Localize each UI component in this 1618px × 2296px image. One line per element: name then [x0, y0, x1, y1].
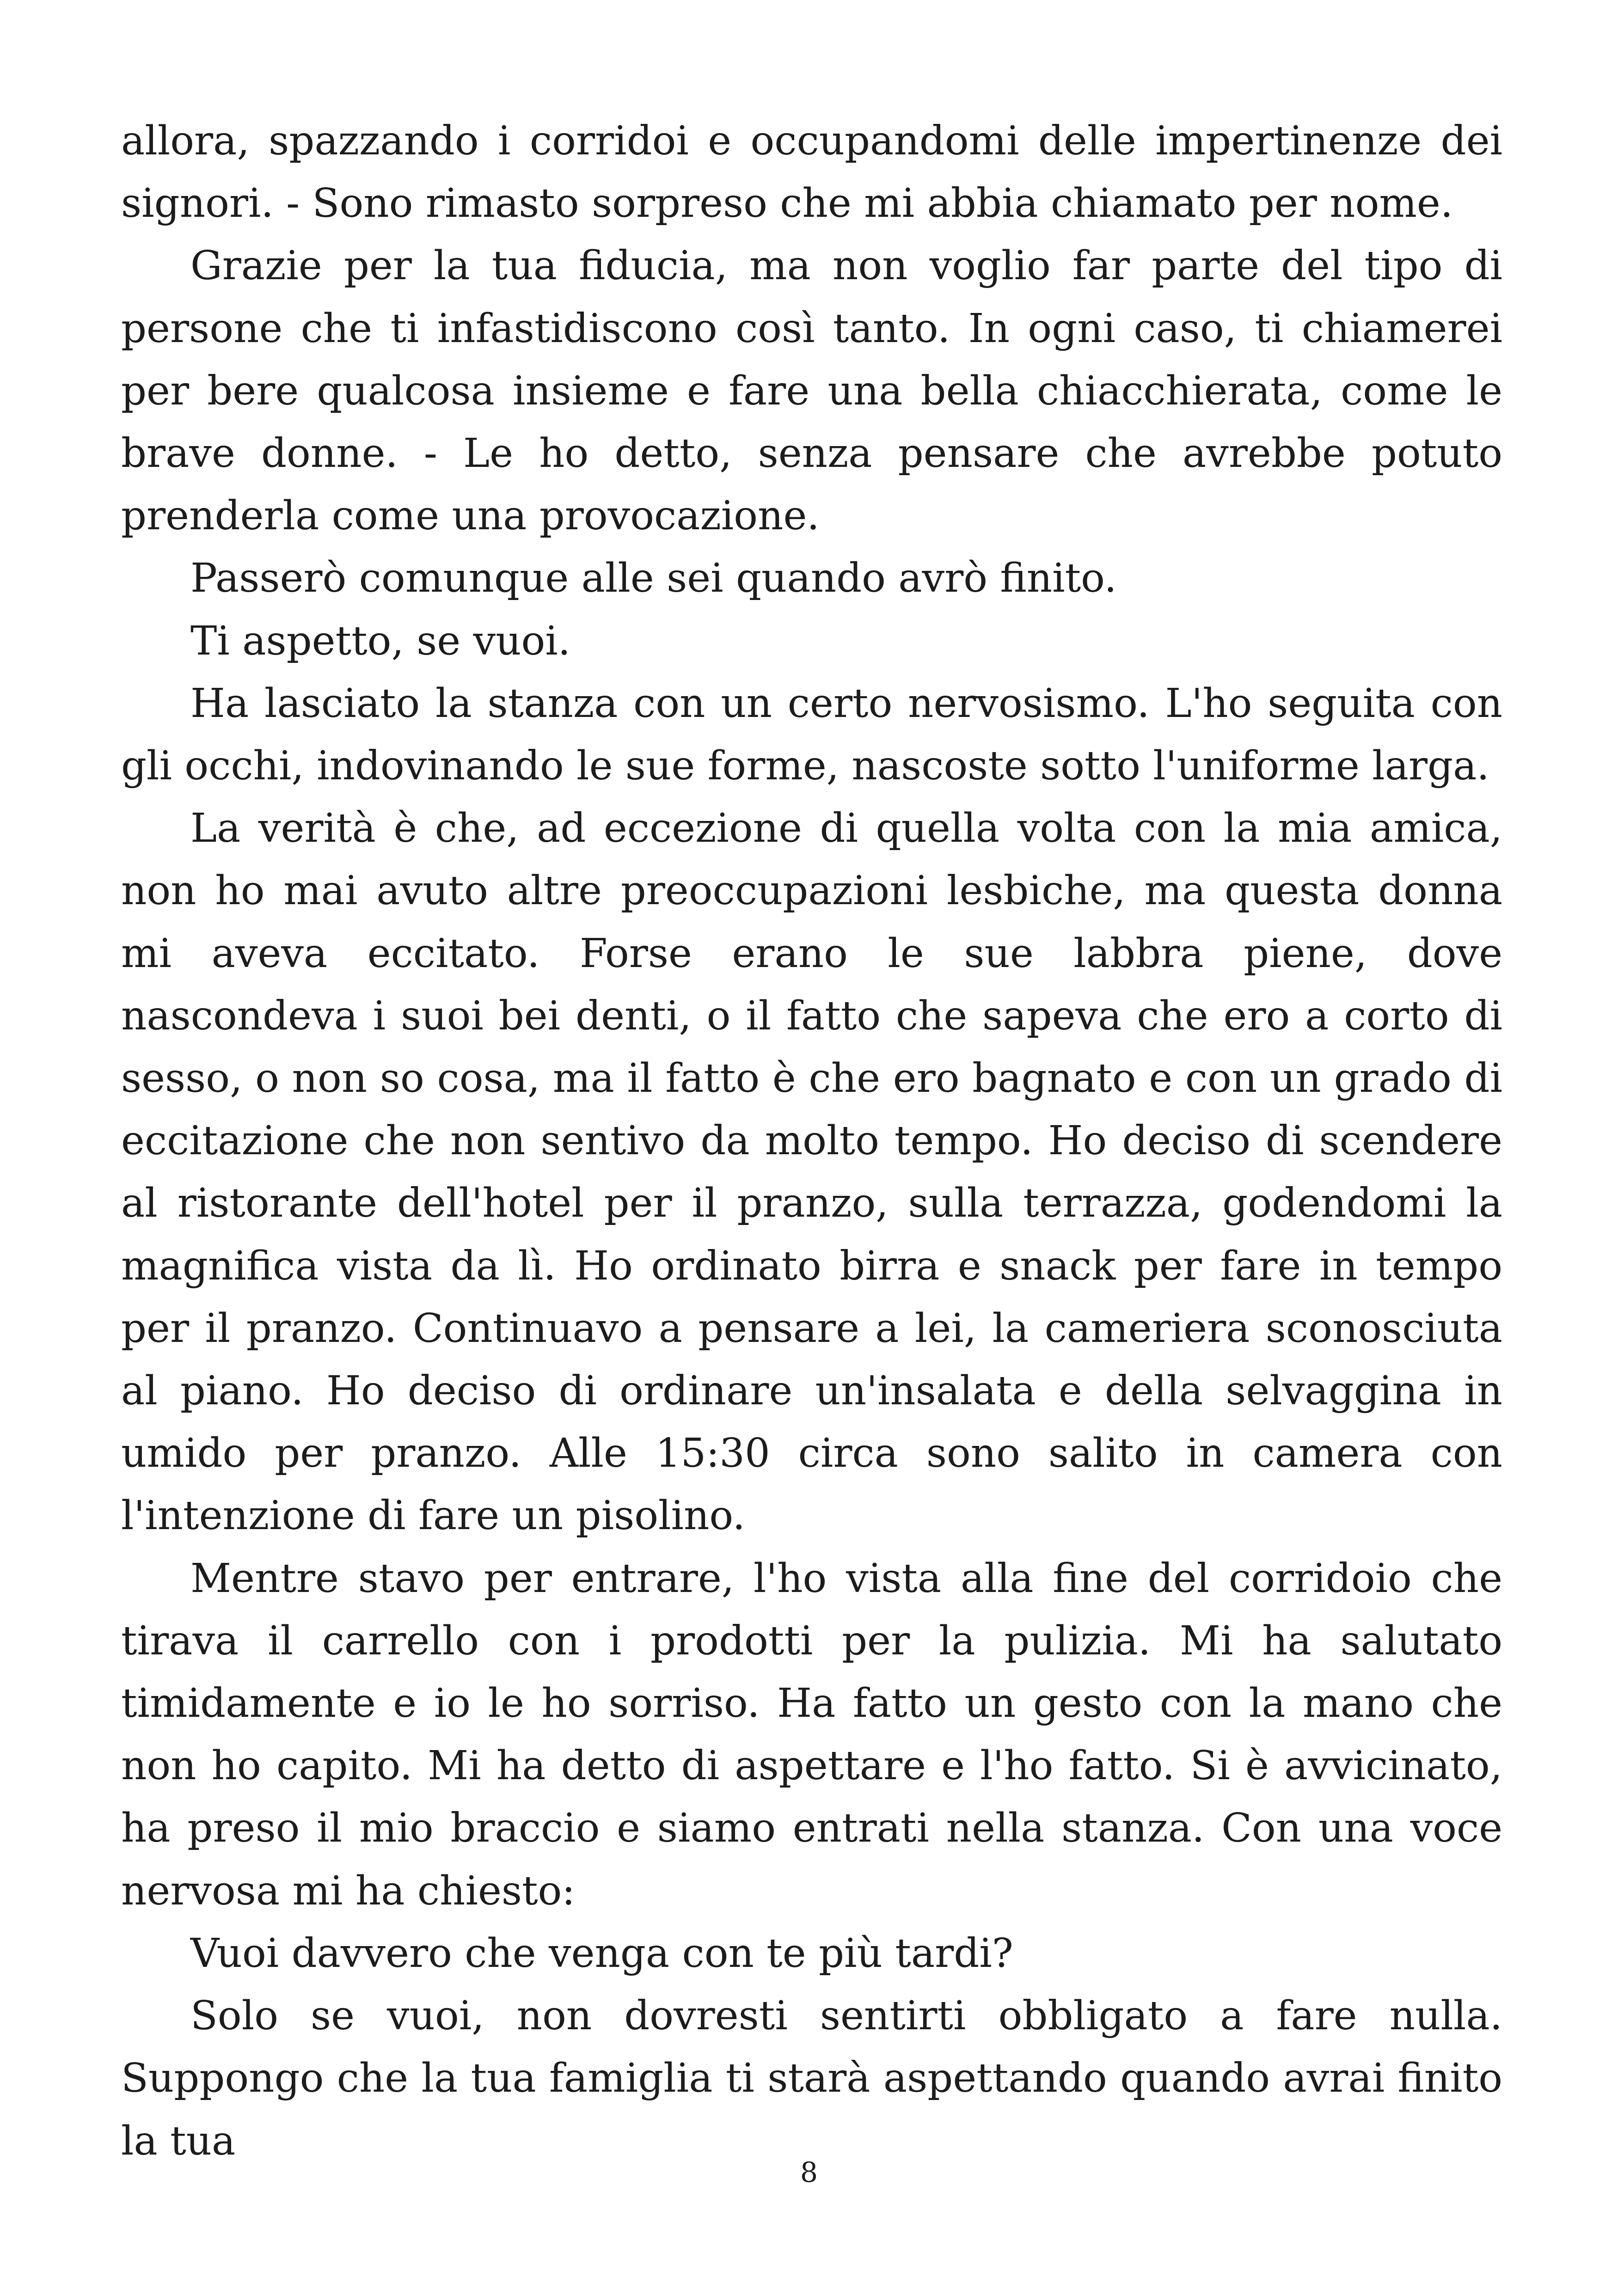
page-number: 8 — [800, 2156, 818, 2189]
paragraph: Ti aspetto, se vuoi. — [190, 618, 571, 664]
paragraph-continuation: allora, spazzando i corridoi e occupandomi delle impertinenze dei signori. - Sono rimasto sorpreso che mi abbia chiamato per nome. — [121, 118, 1502, 227]
paragraph: Grazie per la tua fiducia, ma non voglio far parte del tipo di persone che ti infastidiscono così tanto. In ogni caso, ti chiamerei per bere qualcosa insieme e fare una bella chiacchierata, come le brave donne. - Le ho detto, senza pensare che avrebbe potuto prenderla come una provocazione. — [121, 243, 1502, 539]
paragraph: La verità è che, ad eccezione di quella volta con la mia amica, non ho mai avuto altre preoccupazioni lesbiche, ma questa donna mi aveva eccitato. Forse erano le sue labbra piene, dove nascondeva i suoi bei denti, o il fatto che sapeva che ero a corto di sesso, o non so cosa, ma il fatto è che ero bagnato e con un grado di eccitazione che non sentivo da molto tempo. Ho deciso di scendere al ristorante dell'hotel per il pranzo, sulla terrazza, godendomi la magnifica vista da lì. Ho ordinato birra e snack per fare in tempo per il pranzo. Continuavo a pensare a lei, la cameriera sconosciuta al piano. Ho deciso di ordinare un'insalata e della selvaggina in umido per pranzo. Alle 15:30 circa sono salito in camera con l'intenzione di fare un pisolino. — [121, 805, 1502, 1539]
paragraph: Vuoi davvero che venga con te più tardi? — [190, 1930, 1013, 1977]
paragraph: Solo se vuoi, non dovresti sentirti obbligato a fare nulla. Suppongo che la tua famiglia ti starà aspettando quando avrai finito la tua — [121, 1993, 1502, 2164]
page-body — [121, 110, 1502, 2173]
paragraph: Ha lasciato la stanza con un certo nervosismo. L'ho seguita con gli occhi, indovinando le sue forme, nascoste sotto l'uniforme larga. — [121, 680, 1502, 790]
paragraph: Passerò comunque alle sei quando avrò finito. — [190, 555, 1117, 602]
paragraph: Mentre stavo per entrare, l'ho vista alla fine del corridoio che tirava il carrello con i prodotti per la pulizia. Mi ha salutato timidamente e io le ho sorriso. Ha fatto un gesto con la mano che non ho capito. Mi ha detto di aspettare e l'ho fatto. Si è avvicinato, ha preso il mio braccio e siamo entrati nella stanza. Con una voce nervosa mi ha chiesto: — [121, 1555, 1502, 1914]
